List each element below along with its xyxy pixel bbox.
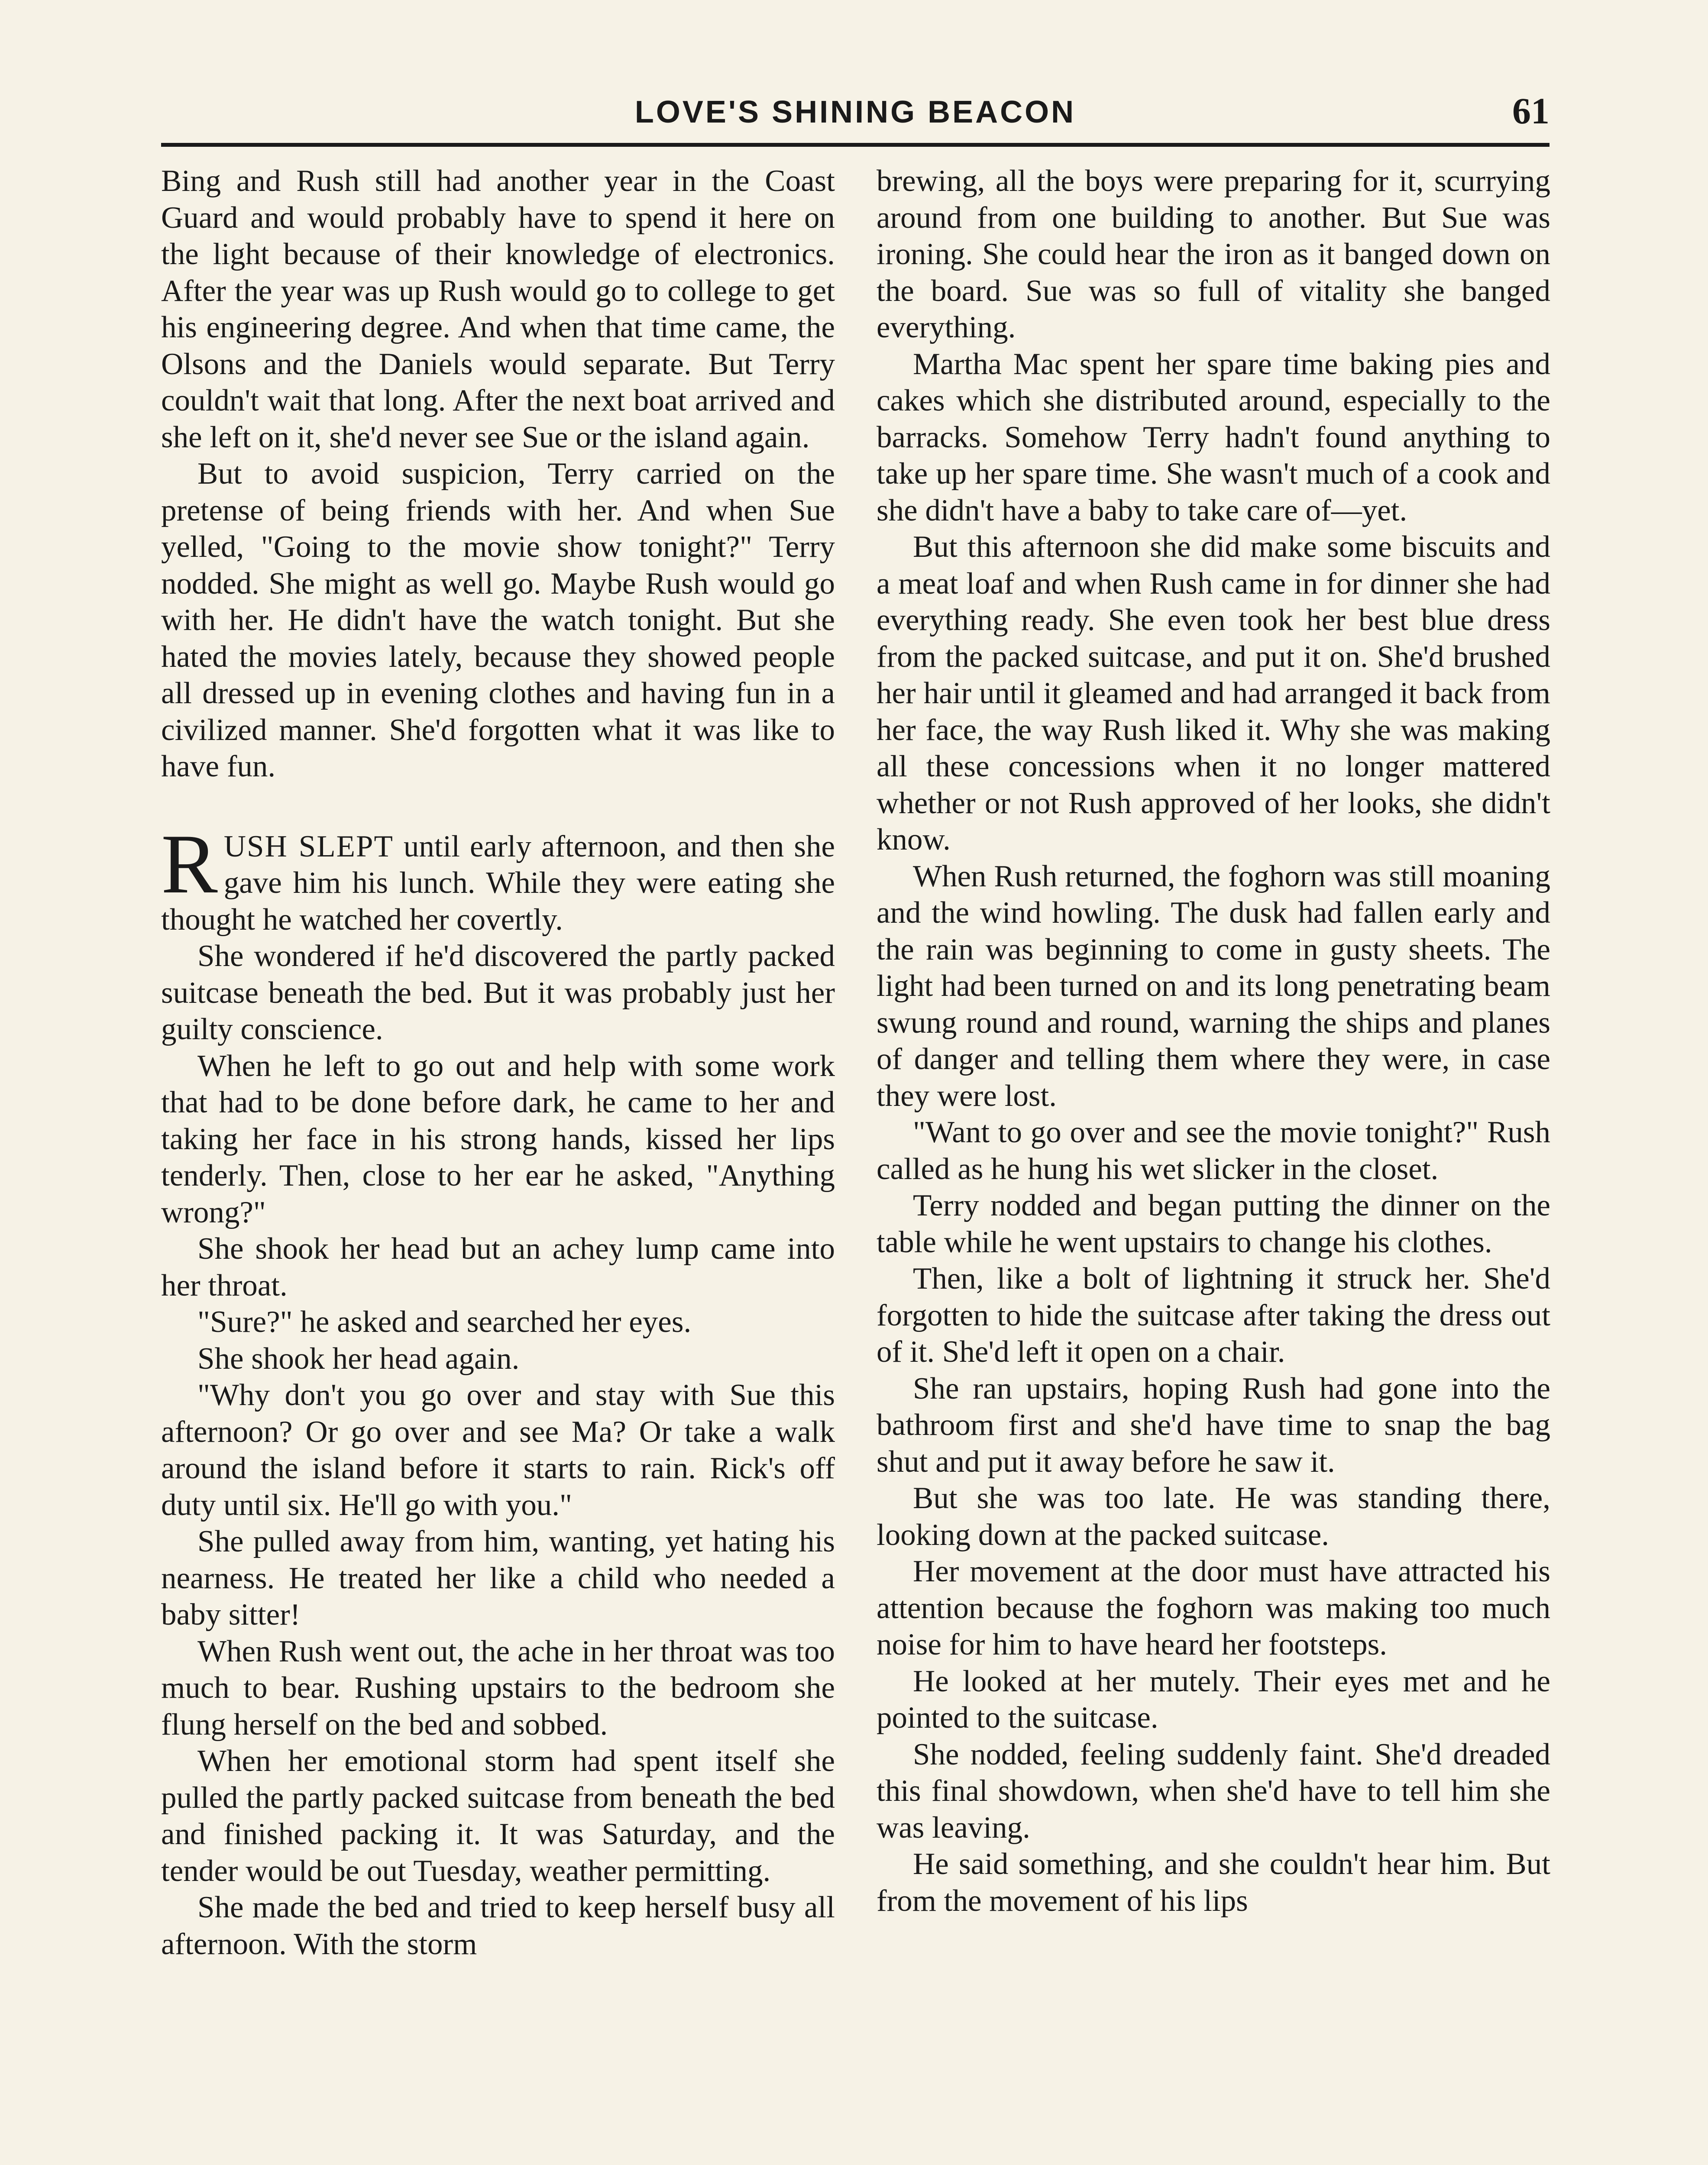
paragraph: He said something, and she couldn't hear him. But from the movement of his lips: [877, 1847, 1550, 1918]
left-column: [161, 163, 835, 1962]
running-title: LOVE'S SHINING BEACON: [634, 95, 1076, 129]
section-lead-in: USH SLEPT: [223, 829, 394, 863]
drop-cap: R: [161, 817, 218, 911]
paragraph: When he left to go out and help with some work that had to be done before dark, he came to her and taking her face in his strong hands, kissed her lips tenderly. Then, close to her ear he asked, "Anything wrong?": [161, 1049, 835, 1229]
paragraph: When Rush went out, the ache in her throat was too much to bear. Rushing upstairs to the bedroom she flung herself on the bed and sobbed.: [161, 1634, 835, 1742]
paragraph: Martha Mac spent her spare time baking pies and cakes which she distributed around, especially to the barracks. Somehow Terry hadn't found anything to take up her spare time. She wasn't much of a cook and she didn't have a baby to take care of—yet.: [877, 347, 1550, 527]
paragraph: Her movement at the door must have attracted his attention because the foghorn was making too much noise for him to have heard her footsteps.: [877, 1554, 1550, 1661]
paragraph: She nodded, feeling suddenly faint. She'd dreaded this final showdown, when she'd have to tell him she was leaving.: [877, 1737, 1550, 1845]
paragraph: Bing and Rush still had another year in the Coast Guard and would probably have to spend it here on the light because of their knowledge of electronics. After the year was up Rush would go to college to get his engineering degree. And when that time came, the Olsons and the Daniels would separate. But Terry couldn't wait that long. After the next boat arrived and she left on it, she'd never see Sue or the island again.: [161, 164, 835, 454]
page-header: [161, 87, 1549, 152]
page-number: 61: [1512, 90, 1549, 132]
paragraph: "Why don't you go over and stay with Sue this afternoon? Or go over and see Ma? Or take a walk around the island before it starts to rain. Rick's off duty until six. He'll go with you.": [161, 1378, 835, 1522]
section-opening-paragraph: [161, 817, 835, 938]
paragraph: She made the bed and tried to keep herself busy all afternoon. With the storm: [161, 1890, 835, 1961]
paragraph: Terry nodded and began putting the dinner on the table while he went upstairs to change his clothes.: [877, 1189, 1550, 1259]
paragraph: But she was too late. He was standing there, looking down at the packed suitcase.: [877, 1481, 1550, 1552]
paragraph: She shook her head but an achey lump came into her throat.: [161, 1232, 835, 1302]
paragraph: She wondered if he'd discovered the partly packed suitcase beneath the bed. But it was probably just her guilty conscience.: [161, 939, 835, 1046]
header-rule: [161, 143, 1549, 147]
paragraph: But this afternoon she did make some biscuits and a meat loaf and when Rush came in for dinner she had everything ready. She even took her best blue dress from the packed suitcase, and put it on. She'd brushed her hair until it gleamed and had arranged it back from her face, the way Rush liked it. Why she was making all these concessions when it no longer mattered whether or not Rush approved of her looks, she didn't know.: [877, 530, 1550, 856]
paragraph: When her emotional storm had spent itself she pulled the partly packed suitcase from beneath the bed and finished packing it. It was Saturday, and the tender would be out Tuesday, weather permitting.: [161, 1744, 835, 1888]
paragraph: brewing, all the boys were preparing for it, scurrying around from one building to another. But Sue was ironing. She could hear the iron as it banged down on the board. Sue was so full of vitality she banged everything.: [877, 164, 1550, 344]
paragraph: She pulled away from him, wanting, yet hating his nearness. He treated her like a child who needed a baby sitter!: [161, 1525, 835, 1632]
right-column: [877, 163, 1550, 1919]
paragraph: She shook her head again.: [197, 1341, 520, 1376]
paragraph: When Rush returned, the foghorn was still moaning and the wind howling. The dusk had fallen early and the rain was beginning to come in gusty sheets. The light had been turned on and its long penetrating beam swung round and round, warning the ships and planes of danger and telling them where they were, in case they were lost.: [877, 859, 1550, 1113]
paragraph: He looked at her mutely. Their eyes met and he pointed to the suitcase.: [877, 1664, 1550, 1735]
paragraph: "Sure?" he asked and searched her eyes.: [197, 1305, 692, 1339]
paragraph: She ran upstairs, hoping Rush had gone into the bathroom first and she'd have time to snap the bag shut and put it away before he saw it.: [877, 1371, 1550, 1479]
paragraph: But to avoid suspicion, Terry carried on the pretense of being friends with her. And when Sue yelled, "Going to the movie show tonight?" Terry nodded. She might as well go. Maybe Rush would go with her. He didn't have the watch tonight. But she hated the movies lately, because they showed people all dressed up in evening clothes and having fun in a civilized manner. She'd forgotten what it was like to have fun.: [161, 457, 835, 783]
paragraph: Then, like a bolt of lightning it struck her. She'd forgotten to hide the suitcase after taking the dress out of it. She'd left it open on a chair.: [877, 1262, 1550, 1369]
section-text: until early afternoon, and then she gave him his lunch. While they were eating she thought he watched her covertly.: [161, 829, 835, 937]
paragraph: "Want to go over and see the movie tonight?" Rush called as he hung his wet slicker in the closet.: [877, 1115, 1550, 1186]
